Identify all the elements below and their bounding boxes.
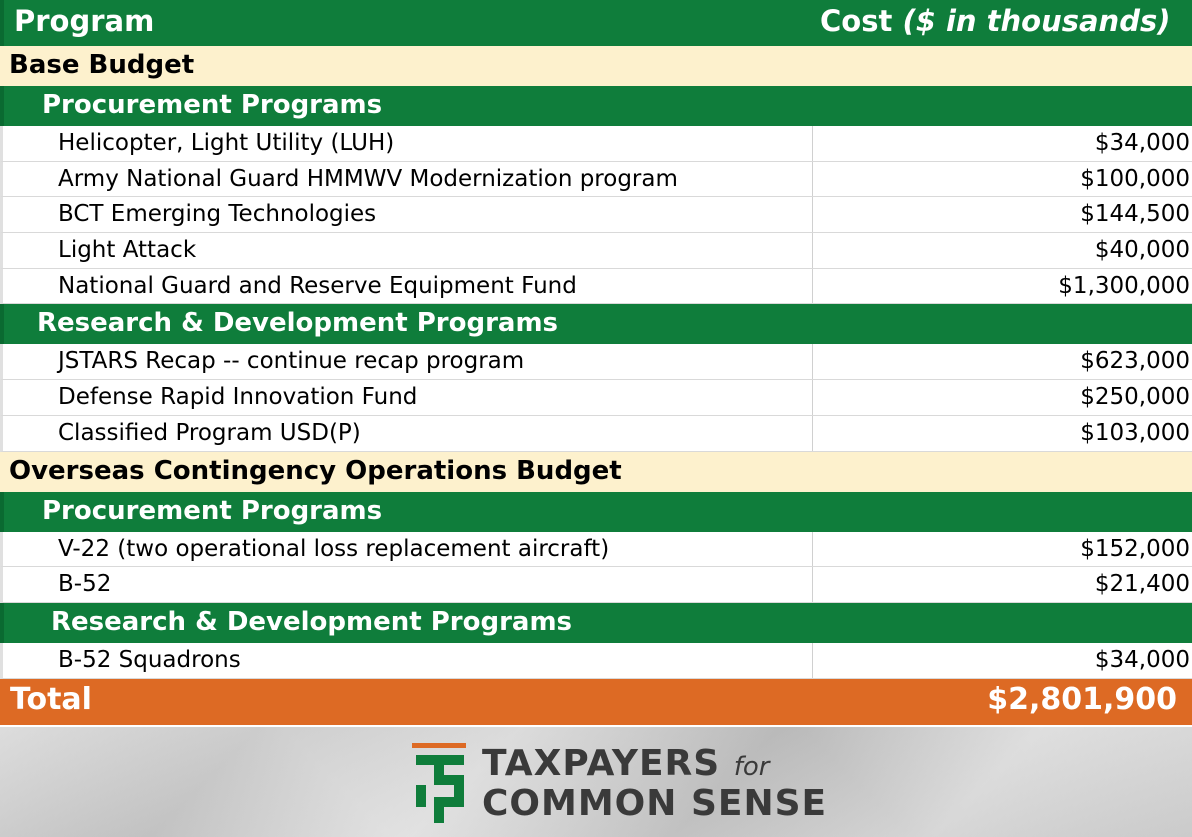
table-row	[0, 416, 1192, 452]
group-procurement-programs	[0, 492, 1192, 532]
table-row	[0, 126, 1192, 162]
section-title: Base Budget	[9, 50, 195, 80]
table-row	[0, 567, 1192, 603]
total-row	[0, 679, 1192, 725]
total-value: $2,801,900	[987, 681, 1177, 717]
program-cost: $623,000	[1080, 348, 1190, 375]
logo-for: for	[733, 752, 770, 782]
section-title: Overseas Contingency Operations Budget	[9, 455, 622, 486]
logo-taxpayers: TAXPAYERS	[482, 743, 721, 784]
logo-text-line2: COMMON SENSE	[482, 783, 828, 824]
program-name: Army National Guard HMMWV Modernization program	[58, 165, 678, 192]
group-title: Procurement Programs	[42, 495, 383, 526]
table-row	[0, 532, 1192, 568]
program-cost: $34,000	[1094, 130, 1190, 156]
table-row	[0, 197, 1192, 233]
program-cost: $152,000	[1080, 535, 1190, 562]
program-cost: $1,300,000	[1058, 272, 1190, 299]
section-base-budget	[0, 46, 1192, 86]
program-name: Light Attack	[58, 237, 197, 264]
program-name: Classified Program USD(P)	[58, 419, 361, 446]
group-title: Research & Development Programs	[37, 308, 559, 339]
group-procurement-programs	[0, 86, 1192, 126]
program-name: B-52 Squadrons	[58, 646, 241, 673]
cost-label: Cost	[820, 4, 903, 38]
table-row	[0, 643, 1192, 679]
program-name: V-22 (two operational loss replacement aircraft)	[58, 535, 610, 562]
group-research-development-programs	[0, 603, 1192, 643]
program-name: BCT Emerging Technologies	[58, 201, 377, 228]
program-cost: $144,500	[1080, 201, 1190, 228]
total-label: Total	[10, 681, 92, 717]
program-name: B-52	[58, 571, 112, 598]
program-cost: $21,400	[1094, 571, 1190, 598]
program-cost: $40,000	[1094, 237, 1190, 264]
tcs-logo-icon	[410, 741, 470, 827]
group-title: Research & Development Programs	[51, 606, 573, 637]
table-row	[0, 269, 1192, 305]
program-cost: $100,000	[1080, 165, 1190, 192]
section-oco-budget	[0, 452, 1192, 492]
group-research-development-programs	[0, 304, 1192, 344]
program-name: Defense Rapid Innovation Fund	[58, 384, 418, 411]
group-title: Procurement Programs	[42, 90, 383, 120]
program-column-header: Program	[14, 4, 155, 38]
program-cost: $34,000	[1094, 646, 1190, 673]
program-name: Helicopter, Light Utility (LUH)	[58, 130, 395, 156]
taxpayers-logo	[410, 741, 828, 827]
table-row	[0, 380, 1192, 416]
cost-unit: ($ in thousands)	[902, 4, 1171, 38]
logo-text-line1	[482, 743, 769, 784]
table-row	[0, 344, 1192, 380]
program-cost: $250,000	[1080, 384, 1190, 411]
table-row	[0, 162, 1192, 198]
cost-column-header	[820, 4, 1170, 38]
table-row	[0, 233, 1192, 269]
program-name: JSTARS Recap -- continue recap program	[58, 348, 525, 375]
program-cost: $103,000	[1080, 419, 1190, 446]
table-header	[0, 0, 1192, 46]
program-name: National Guard and Reserve Equipment Fund	[58, 272, 577, 299]
footer-banner	[0, 727, 1192, 837]
